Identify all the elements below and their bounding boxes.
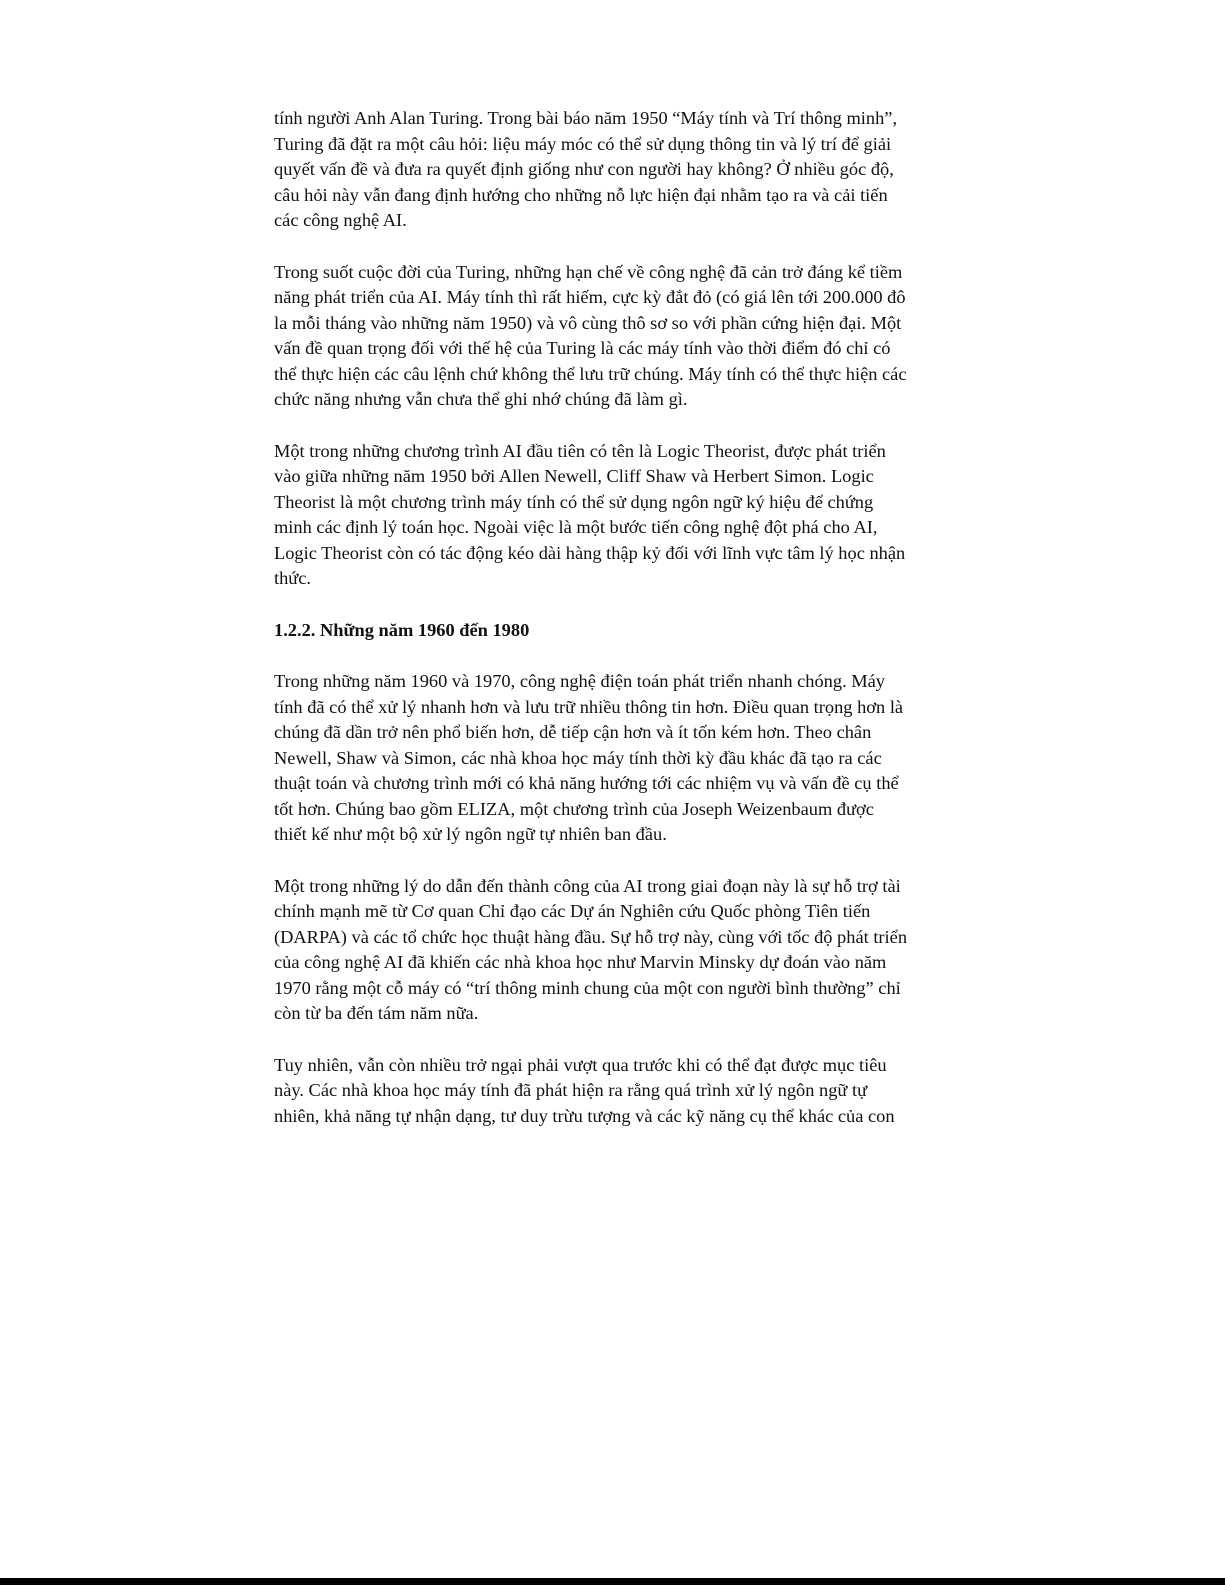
text-line: chúng đã dần trở nên phổ biến hơn, dễ tiếp cận hơn và ít tốn kém hơn. Theo chân xyxy=(274,722,872,742)
text-line: câu hỏi này vẫn đang định hướng cho những nỗ lực hiện đại nhằm tạo ra và cải tiến xyxy=(274,184,888,205)
text-line: tính người Anh Alan Turing. Trong bài báo năm 1950 “Máy tính và Trí thông minh”, xyxy=(274,108,898,128)
text-line: la mỗi tháng vào những năm 1950) và vô cùng thô sơ so với phần cứng hiện đại. Một xyxy=(274,312,902,333)
text-line: các công nghệ AI. xyxy=(274,210,407,230)
paragraph-darpa-funding xyxy=(274,874,974,1027)
text-line: vấn đề quan trọng đối với thế hệ của Turing là các máy tính vào thời điểm đó chỉ có xyxy=(274,338,891,358)
text-line: thể thực hiện các câu lệnh chứ không thể lưu trữ chúng. Máy tính có thể thực hiện các xyxy=(274,363,907,384)
paragraph-turing-question xyxy=(274,106,974,234)
heading-text: 1.2.2. Những năm 1960 đến 1980 xyxy=(274,619,530,640)
paragraph-technology-limits xyxy=(274,260,974,413)
text-line: quyết vấn đề và đưa ra quyết định giống như con người hay không? Ở nhiều góc độ, xyxy=(274,159,894,179)
text-line: Turing đã đặt ra một câu hỏi: liệu máy móc có thể sử dụng thông tin và lý trí để giải xyxy=(274,133,892,154)
text-line: còn từ ba đến tám năm nữa. xyxy=(274,1003,479,1023)
body-text xyxy=(274,106,974,1155)
text-line: Trong những năm 1960 và 1970, công nghệ điện toán phát triển nhanh chóng. Máy xyxy=(274,671,885,691)
text-line: năng phát triển của AI. Máy tính thì rất hiếm, cực kỳ đắt đỏ (có giá lên tới 200.000 đô xyxy=(274,287,906,307)
text-line: Logic Theorist còn có tác động kéo dài hàng thập kỷ đối với lĩnh vực tâm lý học nhận xyxy=(274,542,906,563)
text-line: Theorist là một chương trình máy tính có thể sử dụng ngôn ngữ ký hiệu để chứng xyxy=(274,491,874,512)
text-line: minh các định lý toán học. Ngoài việc là một bước tiến công nghệ đột phá cho AI, xyxy=(274,517,878,537)
section-heading xyxy=(274,618,974,644)
text-line: của công nghệ AI đã khiến các nhà khoa học như Marvin Minsky dự đoán vào năm xyxy=(274,952,887,972)
text-line: Tuy nhiên, vẫn còn nhiều trở ngại phải vượt qua trước khi có thể đạt được mục tiêu xyxy=(274,1054,887,1075)
bottom-border xyxy=(0,1578,1225,1585)
text-line: vào giữa những năm 1950 bởi Allen Newell, Cliff Shaw và Herbert Simon. Logic xyxy=(274,466,874,486)
paragraph-obstacles xyxy=(274,1053,974,1130)
text-line: 1970 rằng một cỗ máy có “trí thông minh chung của một con người bình thường” chỉ xyxy=(274,977,901,998)
text-line: Newell, Shaw và Simon, các nhà khoa học máy tính thời kỳ đầu khác đã tạo ra các xyxy=(274,747,882,768)
text-line: Trong suốt cuộc đời của Turing, những hạn chế về công nghệ đã cản trở đáng kể tiềm xyxy=(274,261,903,282)
text-line: chức năng nhưng vẫn chưa thể ghi nhớ chúng đã làm gì. xyxy=(274,389,688,409)
text-line: tốt hơn. Chúng bao gồm ELIZA, một chương trình của Joseph Weizenbaum được xyxy=(274,798,874,819)
text-line: này. Các nhà khoa học máy tính đã phát hiện ra rằng quá trình xử lý ngôn ngữ tự xyxy=(274,1080,868,1100)
text-line: Một trong những chương trình AI đầu tiên có tên là Logic Theorist, được phát triển xyxy=(274,440,886,461)
paragraph-logic-theorist xyxy=(274,439,974,592)
text-line: Một trong những lý do dẫn đến thành công của AI trong giai đoạn này là sự hỗ trợ tài xyxy=(274,875,901,896)
text-line: tính đã có thể xử lý nhanh hơn và lưu trữ nhiều thông tin hơn. Điều quan trọng hơn là xyxy=(274,696,904,717)
text-line: nhiên, khả năng tự nhận dạng, tư duy trừu tượng và các kỹ năng cụ thể khác của con xyxy=(274,1105,895,1126)
text-line: chính mạnh mẽ từ Cơ quan Chỉ đạo các Dự án Nghiên cứu Quốc phòng Tiên tiến xyxy=(274,901,871,921)
text-line: thức. xyxy=(274,568,312,588)
paragraph-computing-growth xyxy=(274,669,974,848)
text-line: thiết kế như một bộ xử lý ngôn ngữ tự nhiên ban đầu. xyxy=(274,824,667,844)
text-line: thuật toán và chương trình mới có khả năng hướng tới các nhiệm vụ và vấn đề cụ thể xyxy=(274,773,899,793)
text-line: (DARPA) và các tổ chức học thuật hàng đầu. Sự hỗ trợ này, cùng với tốc độ phát triển xyxy=(274,926,908,947)
